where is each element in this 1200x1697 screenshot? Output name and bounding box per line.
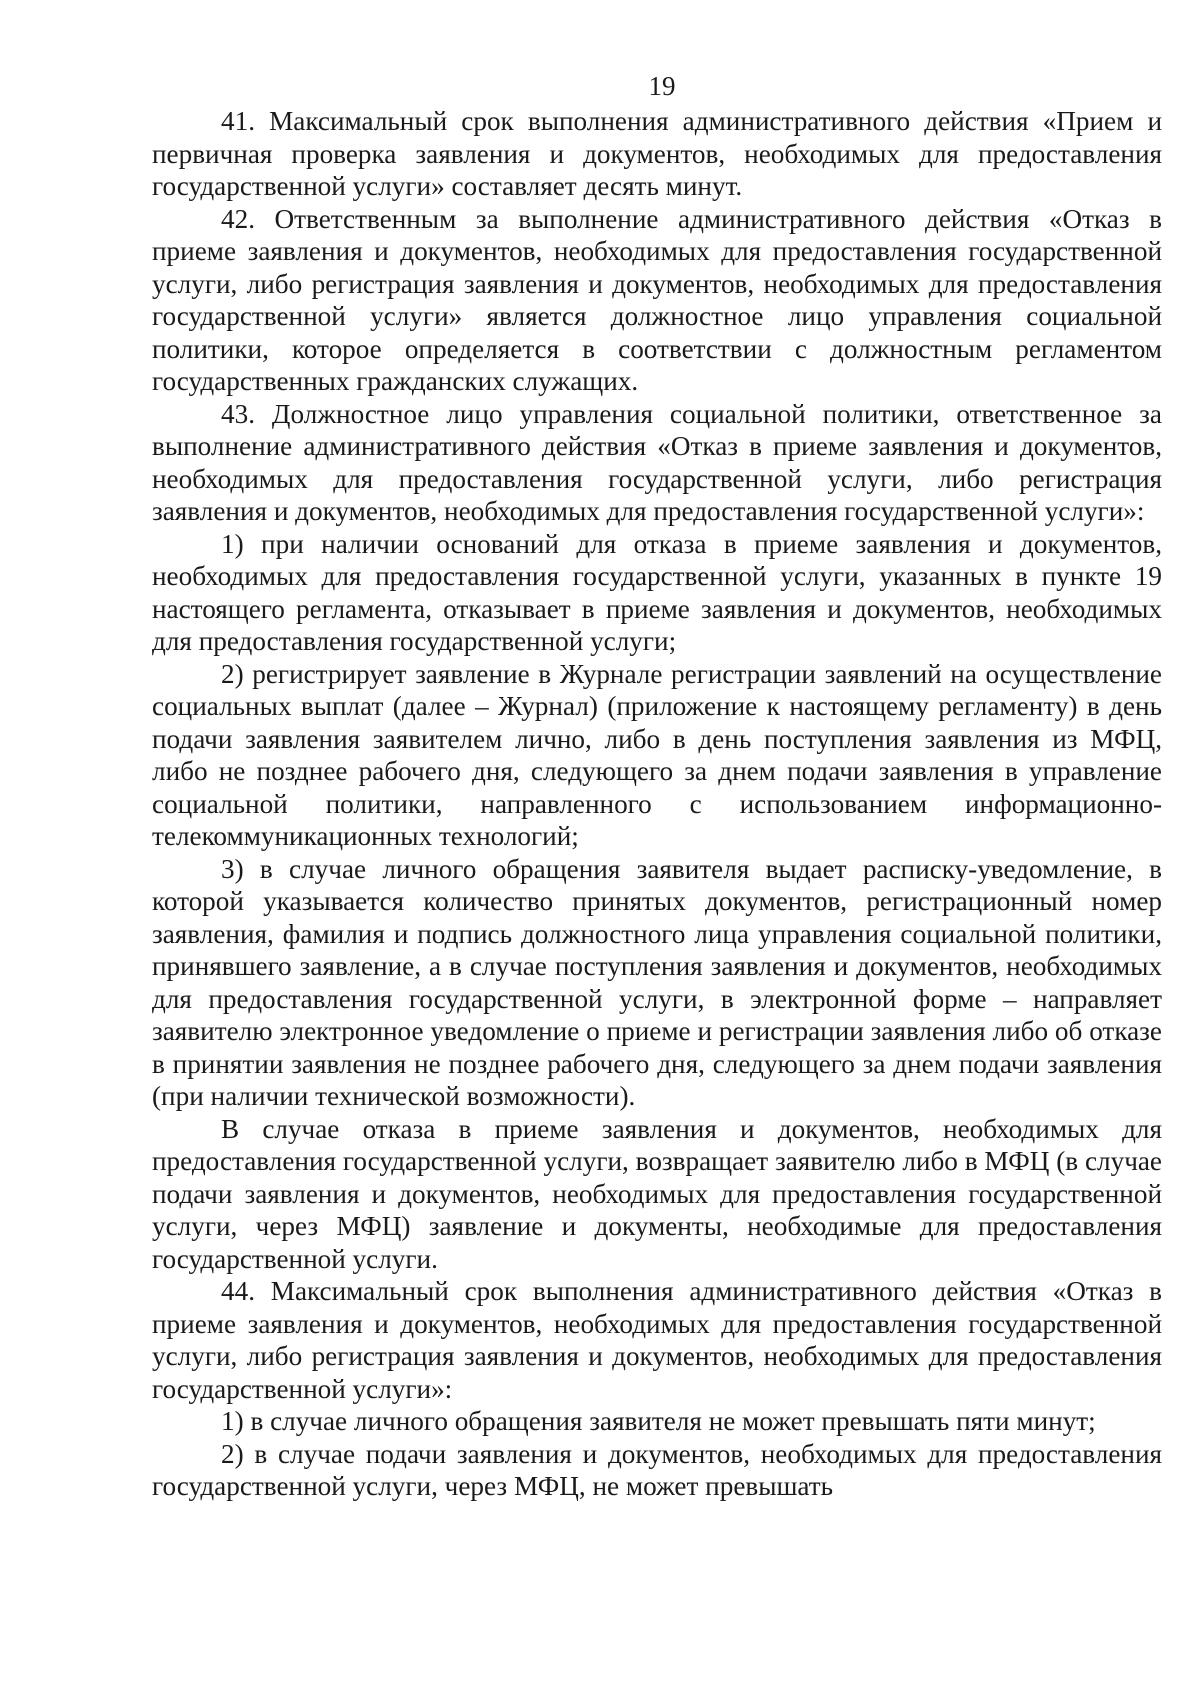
paragraph-43-item-1: 1) при наличии оснований для отказа в приеме заявления и документов, необходимых для предоставления государственной услуги, указанных в пункте 19 настоящего регламента, отказывает в приеме заявления и документов, необходимых для предоставления государственной услуги; bbox=[152, 528, 1162, 656]
paragraph-44-item-2: 2) в случае подачи заявления и документов, необходимых для предоставления государственной услуги, через МФЦ, не может превышать bbox=[152, 1438, 1162, 1501]
paragraph-refusal-case: В случае отказа в приеме заявления и документов, необходимых для предоставления государственной услуги, возвращает заявителю либо в МФЦ (в случае подачи заявления и документов, необходимых для предоставления государственной услуги, через МФЦ) заявление и документы, необходимые для предоставления государственной услуги. bbox=[152, 1113, 1162, 1274]
paragraph-43-item-3: 3) в случае личного обращения заявителя выдает расписку-уведомление, в которой указывается количество принятых документов, регистрационный номер заявления, фамилия и подпись должностного лица управления социальной политики, принявшего заявление, а в случае поступления заявления и документов, необходимых для предоставления государственной услуги, в электронной форме – направляет заявителю электронное уведомление о приеме и регистрации заявления либо об отказе в принятии заявления не позднее рабочего дня, следующего за днем подачи заявления (при наличии технической возможности). bbox=[152, 853, 1162, 1111]
paragraph-43-item-2: 2) регистрирует заявление в Журнале регистрации заявлений на осуществление социальных выплат (далее – Журнал) (приложение к настоящему регламенту) в день подачи заявления заявителем лично, либо в день поступления заявления из МФЦ, либо не позднее рабочего дня, следующего за днем подачи заявления в управление социальной политики, направленного с использованием информационно-телекоммуникационных технологий; bbox=[152, 658, 1162, 851]
paragraph-44: 44. Максимальный срок выполнения административного действия «Отказ в приеме заявления и документов, необходимых для предоставления государственной услуги, либо регистрация заявления и документов, необходимых для предоставления государственной услуги»: bbox=[152, 1276, 1162, 1404]
paragraph-43: 43. Должностное лицо управления социальной политики, ответственное за выполнение административного действия «Отказ в приеме заявления и документов, необходимых для предоставления государственной услуги, либо регистрация заявления и документов, необходимых для предоставления государственной услуги»: bbox=[152, 398, 1162, 526]
paragraph-44-item-1: 1) в случае личного обращения заявителя не может превышать пяти минут; bbox=[221, 1406, 1096, 1436]
document-page bbox=[152, 70, 1162, 1503]
paragraph-41: 41. Максимальный срок выполнения административного действия «Прием и первичная проверка заявления и документов, необходимых для предоставления государственной услуги» составляет десять минут. bbox=[152, 106, 1162, 201]
paragraph-42: 42. Ответственным за выполнение административного действия «Отказ в приеме заявления и документов, необходимых для предоставления государственной услуги, либо регистрация заявления и документов, необходимых для предоставления государственной услуги» является должностное лицо управления социальной политики, которое определяется в соответствии с должностным регламентом государственных гражданских служащих. bbox=[152, 203, 1162, 396]
page-number: 19 bbox=[648, 71, 676, 101]
